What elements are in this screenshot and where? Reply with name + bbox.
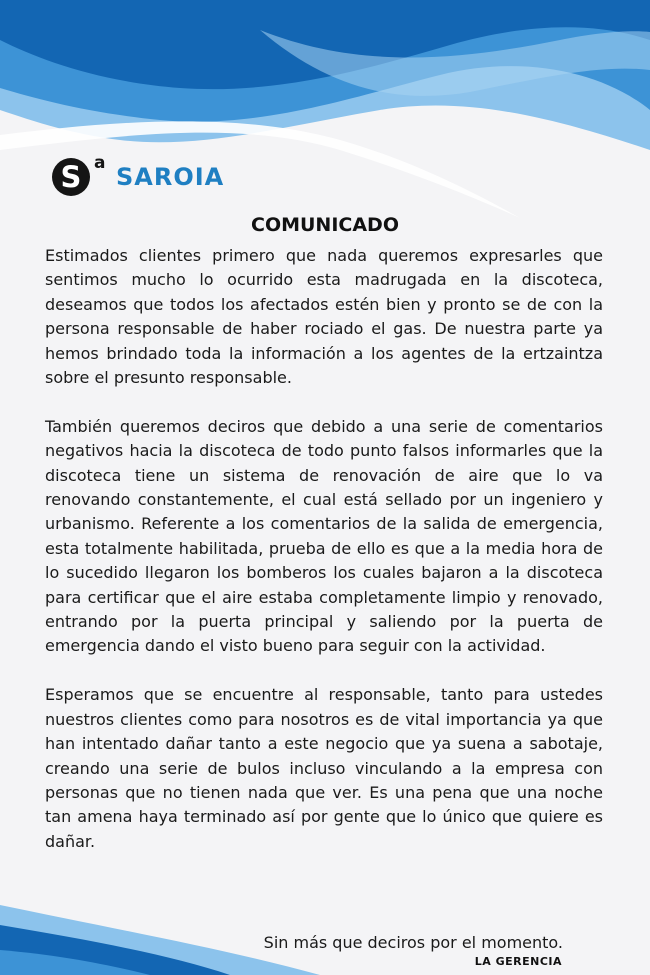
closing-line: Sin más que deciros por el momento. — [263, 933, 563, 952]
brand-name: SAROIA — [116, 163, 225, 191]
signature: LA GERENCIA — [474, 955, 562, 968]
logo-superscript: a — [94, 153, 106, 173]
logo-circle-letter: S — [52, 158, 90, 196]
document-body — [45, 244, 603, 879]
document-title: COMUNICADO — [251, 214, 399, 236]
paragraph: Esperamos que se encuentre al responsable, tanto para ustedes nuestros clientes como para nosotros es de vital importancia ya que han intentado dañar tanto a este negocio que ya suena a sabotaje, creando una serie de bulos incluso vinculando a la empresa con personas que no tienen nada que ver. Es una pena que una noche tan amena haya terminado así por gente que lo único que quiere es dañar. — [45, 685, 603, 851]
paragraph: También queremos deciros que debido a una serie de comentarios negativos hacia la discoteca de todo punto falsos informarles que la discoteca tiene un sistema de renovación de aire que lo va renovando constantemente, el cual está sellado por un ingeniero y urbanismo. Referente a los comentarios de la salida de emergencia, esta totalmente habilitada, prueba de ello es que a la media hora de lo sucedido llegaron los bomberos los cuales bajaron a la discoteca para certificar que el aire estaba completamente limpio y renovado, entrando por la puerta principal y saliendo por la puerta de emergencia dando el visto bueno para seguir con la actividad. — [45, 416, 603, 656]
logo-mark — [52, 153, 106, 199]
brand-logo — [52, 155, 224, 199]
paragraph: Estimados clientes primero que nada queremos expresarles que sentimos mucho lo ocurrido esta madrugada en la discoteca, deseamos que todos los afectados estén bien y pronto se de con la persona responsable de haber rociado el gas. De nuestra parte ya hemos brindado toda la información a los agentes de la ertzaintza sobre el presunto responsable. — [45, 246, 603, 388]
